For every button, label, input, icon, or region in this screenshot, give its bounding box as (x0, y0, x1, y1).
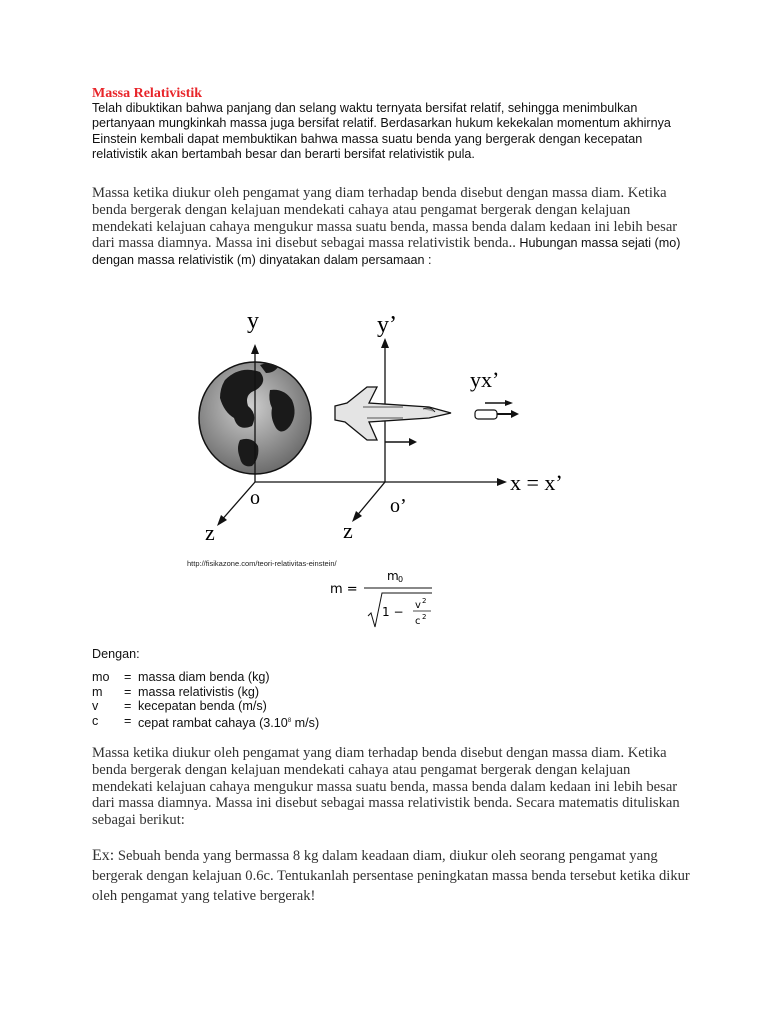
jet-plane-icon (335, 387, 451, 440)
variable-row (92, 685, 319, 700)
formula-one-minus: 1 − (382, 605, 404, 619)
projectile-icon (475, 400, 519, 419)
intro-paragraph: Telah dibuktikan bahwa panjang dan selang waktu ternyata bersifat relatif, sehingga menimbulkan pertanyaan mungkinkah massa juga bersifat relatif. Berdasarkan hukum kekekalan momentum akhirnya Einstein kembali dapat membuktikan bahwa massa suatu benda yang bergerak dengan kecepatan relativistik akan bertambah besar dan berarti bersifat relativistik pula. (92, 101, 671, 162)
variable-equals: = (124, 684, 132, 699)
paragraph-rest-mass (92, 185, 692, 269)
formula-c: c (415, 616, 421, 627)
variable-list (92, 670, 319, 730)
axis-label-z-prime: z (343, 518, 353, 543)
formula-v: v (415, 600, 421, 611)
paragraph-rest-mass-main: Massa ketika diukur oleh pengamat yang diam terhadap benda disebut dengan massa diam. Ketika benda bergerak dengan kelajuan mendekati cahaya atau pengamat bergerak dengan kelajuan mendekati kelajuan cahaya mengukur massa suatu benda, massa benda dalam kedaan ini lebih besar dari massa diamnya. Massa ini disebut sebagai massa relativistik benda.. (92, 185, 678, 252)
paragraph-relation-intro: Hubungan massa sejati (mo) dengan massa relativistik (m) dinyatakan dalam persamaan : (92, 236, 681, 268)
variable-equals: = (124, 670, 132, 684)
variable-symbol: m (92, 684, 103, 699)
variable-symbol: v (92, 699, 99, 713)
formula-c-exp: 2 (422, 613, 427, 621)
axis-label-z: z (205, 520, 215, 545)
formula-v-exp: 2 (422, 597, 427, 605)
origin-label-o: o (250, 487, 260, 509)
section-title: Massa Relativistik (92, 86, 203, 101)
variable-description: massa relativistis (kg) (138, 684, 260, 699)
variable-equals: = (124, 699, 132, 713)
example-paragraph (92, 846, 692, 906)
light-speed-exponent: 8 (287, 717, 292, 724)
variable-row (92, 714, 319, 731)
reference-frame-diagram (185, 300, 580, 565)
variable-symbol: c (92, 713, 99, 728)
relativistic-mass-formula (320, 568, 450, 636)
axis-label-y-prime: y’ (377, 312, 397, 338)
light-speed-text: cepat rambat cahaya (3.10 (138, 715, 288, 730)
example-label: Ex: (92, 847, 115, 864)
example-text: Sebuah benda yang bermassa 8 kg dalam keadaan diam, diukur oleh seorang pengamat yang bergerak dengan kelajuan 0.6c. Tentukanlah persentase peningkatan massa benda tersebut ketika dikur oleh pengamat yang telative bergerak! (92, 848, 690, 904)
variable-equals: = (124, 713, 132, 728)
dengan-label: Dengan: (92, 647, 140, 661)
axis-label-y: y (247, 308, 259, 334)
formula-numerator-sub: 0 (398, 575, 404, 584)
variable-description: massa diam benda (kg) (138, 670, 270, 684)
formula-numerator: m (387, 569, 399, 583)
variable-row (92, 699, 319, 714)
variable-row (92, 670, 319, 685)
axis-label-x: x = x’ (510, 470, 563, 495)
variable-symbol: mo (92, 670, 110, 684)
variable-description: kecepatan benda (m/s) (138, 699, 267, 713)
source-url: http://fisikazone.com/teori-relativitas-einstein/ (187, 559, 337, 568)
axis-label-yx-prime: yx’ (470, 367, 500, 392)
light-speed-unit: m/s) (291, 715, 320, 730)
paragraph-rest-mass-repeat: Massa ketika diukur oleh pengamat yang diam terhadap benda disebut dengan massa diam. Ketika benda bergerak dengan kelajuan mendekati cahaya atau pengamat bergerak dengan kelajuan mendekati kelajuan cahaya mengukur massa suatu benda, massa benda dalam kedaan ini lebih besar dari massa diamnya. Massa ini disebut sebagai massa relativistik benda. Secara matematis dituliskan sebagai berikut: (92, 745, 680, 829)
variable-description (138, 714, 319, 731)
formula-lhs: m = (330, 582, 358, 597)
origin-label-o-prime: o’ (390, 495, 407, 517)
